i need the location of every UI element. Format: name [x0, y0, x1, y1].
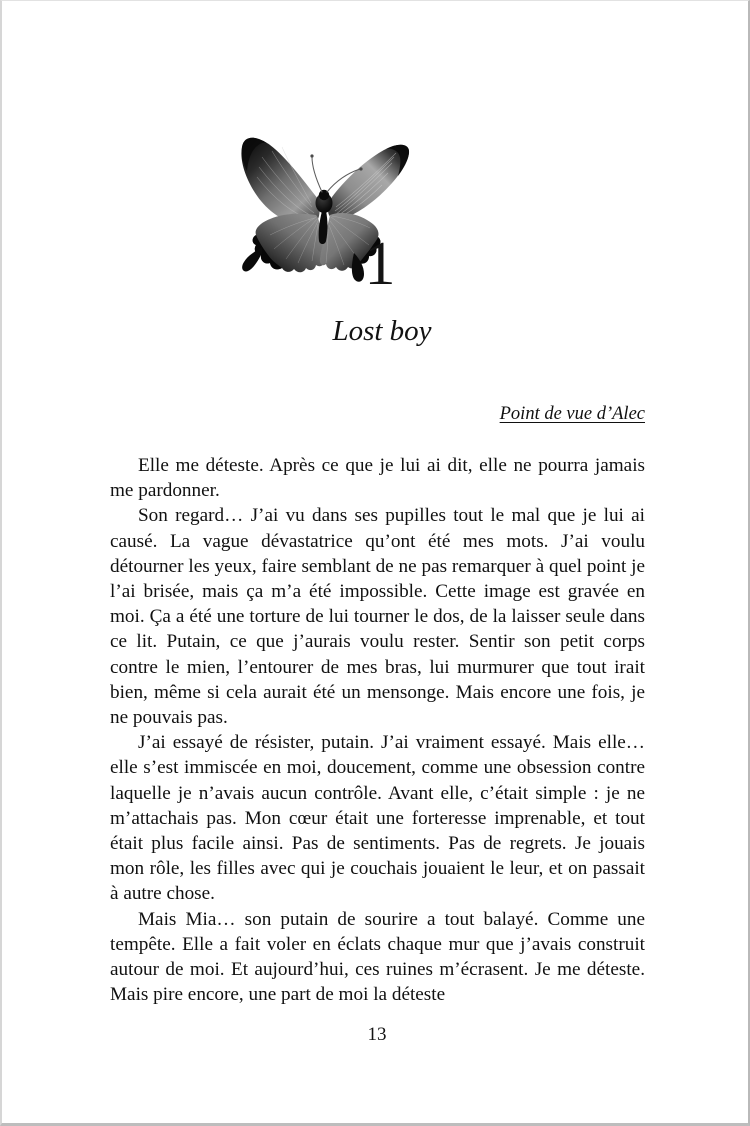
point-of-view-text: Point de vue d’Alec — [499, 404, 645, 424]
chapter-number: 1 — [364, 230, 396, 298]
chapter-title: Lost boy — [332, 315, 432, 347]
body-text — [110, 453, 645, 1007]
page-number: 13 — [367, 1024, 387, 1045]
chapter-opener — [2, 1, 750, 371]
paragraph: Elle me déteste. Après ce que je lui ai dit, elle ne pourra jamais me pardonner. — [110, 455, 645, 502]
paragraph: Son regard… J’ai vu dans ses pupilles tout le mal que je lui ai causé. La vague dévastatrice qu’ont été mes mots. J’ai voulu détourner les yeux, faire semblant de ne pas remarquer à quel point je l’ai brisée, mais ça m’a été impossible. Cette image est gravée en moi. Ça a été une torture de lui tourner le dos, de la laisser seule dans ce lit. Putain, ce que j’aurais voulu rester. Sentir son petit corps contre le mien, l’entourer de mes bras, lui murmurer que tout irait bien, même si cela aurait été un mensonge. Mais encore une fois, je ne pouvais pas. — [110, 505, 645, 729]
paragraph: Mais Mia… son putain de sourire a tout balayé. Comme une tempête. Elle a fait voler en éclats chaque mur que j’avais construit autour de moi. Et aujourd’hui, ces ruines m’écrasent. Je me déteste. Mais pire encore, une part de moi la déteste — [110, 908, 645, 1006]
point-of-view-label — [110, 402, 645, 426]
paragraph: J’ai essayé de résister, putain. J’ai vraiment essayé. Mais elle… elle s’est immiscée en moi, doucement, comme une obsession contre laquelle je n’avais aucun contrôle. Avant elle, c’était simple : je ne m’attachais pas. Mon cœur était une forteresse imprenable, et tout était plus facile ainsi. Pas de sentiments. Pas de regrets. Je jouais mon rôle, les filles avec qui je couchais jouaient le leur, et on passait à autre chose. — [110, 732, 645, 905]
